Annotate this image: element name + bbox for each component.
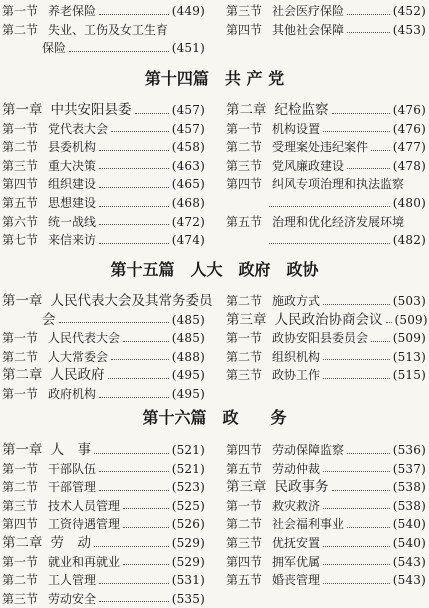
toc-chapter-entry (226, 478, 426, 496)
entry-title: 组织机构 (272, 349, 321, 364)
page-number: (453) (392, 22, 426, 37)
toc-section-entry (2, 348, 205, 366)
toc-section-entry (2, 175, 205, 193)
entry-number: 第三节 (226, 536, 263, 550)
entry-number: 第三节 (226, 158, 263, 173)
leader-dots (269, 206, 390, 207)
entry-number: 第三节 (226, 4, 263, 18)
entry-number: 第四节 (226, 443, 263, 457)
page-number: (449) (171, 4, 205, 18)
leader-dots (323, 564, 390, 565)
entry-title: 救灾救济 (272, 498, 321, 513)
entry-label (226, 311, 383, 329)
entry-number: 第五节 (226, 461, 263, 476)
entry-label (2, 497, 120, 515)
entry-number: 第二节 (226, 349, 263, 364)
entry-label (226, 292, 320, 310)
entry-number: 第七节 (2, 233, 39, 248)
entry-number: 第三章 (226, 311, 267, 328)
entry-number: 第二节 (2, 480, 39, 495)
toc-section-entry (2, 590, 205, 608)
toc-section-entry (2, 571, 205, 589)
entry-number: 第一节 (226, 331, 263, 346)
leader-dots (99, 490, 169, 491)
entry-number: 第一节 (226, 498, 263, 513)
toc-section-entry (226, 348, 426, 366)
entry-title: 政府机构 (48, 387, 97, 401)
entry-number: 第二章 (2, 367, 43, 384)
entry-number: 第五节 (226, 214, 263, 229)
entry-number: 第一节 (2, 4, 39, 18)
leader-dots (99, 187, 169, 188)
page-number: (540) (392, 517, 426, 532)
entry-title: 来信来访 (48, 233, 97, 248)
entry-title: 党代表大会 (48, 121, 109, 136)
toc-section-entry (2, 213, 205, 231)
entry-title: 劳 动 (50, 535, 91, 551)
entry-label (2, 138, 96, 156)
leader-dots (99, 471, 169, 472)
toc-chapter-entry (226, 311, 426, 329)
leader-dots (347, 453, 390, 454)
page-number: (543) (392, 554, 426, 569)
page-number: (485) (171, 312, 205, 327)
toc-chapter-entry (2, 534, 205, 552)
entry-number: 第一章 (2, 102, 43, 118)
page-number: (503) (392, 294, 426, 308)
entry-title: 婚丧管理 (272, 573, 321, 588)
entry-label (2, 329, 120, 347)
entry-number: 第二节 (2, 349, 39, 364)
entry-title: 施政方式 (272, 294, 321, 308)
toc-section-entry (226, 366, 426, 384)
entry-label (226, 120, 320, 138)
page-number: (521) (171, 461, 205, 476)
entry-number: 第二节 (226, 517, 263, 532)
page-number: (515) (392, 368, 426, 383)
toc-section-entry (2, 553, 205, 571)
page-number: (543) (392, 573, 426, 588)
toc-chapter-entry (226, 101, 426, 119)
toc-section-entry (226, 213, 426, 231)
toc-section-entry (2, 231, 205, 249)
entry-number: 第四节 (226, 22, 263, 37)
entry-number: 第二节 (226, 140, 263, 155)
entry-title: 治理和优化经济发展环境 (272, 214, 405, 229)
leader-dots (323, 508, 390, 509)
leader-dots (323, 359, 390, 360)
entry-label (226, 157, 344, 175)
leader-dots (59, 322, 169, 323)
leader-dots (99, 583, 169, 584)
leader-dots (123, 564, 169, 565)
leader-dots (111, 359, 169, 360)
page-number: (525) (171, 498, 205, 513)
entry-number: 第四节 (226, 177, 263, 192)
toc-section-entry (226, 292, 426, 310)
entry-title: 养老保险 (48, 4, 97, 18)
entry-number: 第六节 (2, 214, 39, 229)
page-number: (468) (171, 196, 205, 210)
toc-section-entry (2, 39, 205, 57)
entry-label (226, 441, 344, 459)
toc-section-entry (226, 2, 426, 20)
entry-title: 人民代表大会及其常务委员 (50, 293, 213, 309)
page-number: (513) (392, 349, 426, 364)
leader-dots (99, 243, 169, 244)
part-heading: 第十五篇 人大 政府 政协 (110, 260, 319, 279)
page-number: (509) (392, 331, 426, 346)
page-number: (457) (171, 103, 205, 117)
entry-label (226, 231, 266, 249)
leader-dots (94, 453, 169, 454)
entry-title: 劳动仲裁 (272, 461, 321, 476)
toc-chapter-entry (2, 292, 213, 310)
page-number: (536) (392, 443, 426, 457)
leader-dots (323, 131, 390, 132)
entry-number: 第三节 (2, 498, 39, 513)
toc-section-entry (226, 21, 426, 39)
entry-title: 政协安阳县委员会 (272, 331, 369, 346)
leader-dots (99, 206, 169, 207)
part-heading: 第十六篇 政 务 (142, 408, 287, 427)
entry-label (2, 366, 105, 384)
entry-title: 技术人员管理 (48, 498, 121, 513)
toc-section-entry (226, 441, 426, 459)
entry-title: 人 事 (50, 442, 91, 458)
toc-section-entry (226, 460, 426, 478)
page-number: (458) (171, 140, 205, 155)
leader-dots (347, 168, 390, 169)
entry-label (2, 385, 96, 403)
page-number: (476) (392, 103, 426, 117)
entry-label (226, 366, 320, 384)
leader-dots (99, 14, 169, 15)
page-number: (529) (171, 554, 205, 569)
entry-label (2, 2, 96, 20)
page-number: (523) (171, 480, 205, 495)
page-number: (472) (171, 214, 205, 229)
page-number: (488) (171, 349, 205, 364)
entry-title: 劳动保障监察 (272, 443, 345, 457)
entry-number: 第二章 (2, 535, 43, 551)
leader-dots (123, 508, 169, 509)
toc-section-entry (2, 497, 205, 515)
entry-title: 政协工作 (272, 368, 321, 383)
entry-number: 第二章 (226, 102, 267, 118)
entry-title: 就业和再就业 (48, 554, 121, 569)
page-number: (451) (171, 41, 205, 56)
entry-number: 第二节 (226, 294, 263, 308)
toc-section-entry (2, 194, 205, 212)
toc-section-entry (2, 2, 205, 20)
entry-number: 第二节 (2, 140, 39, 155)
entry-title: 受理案处违纪案件 (272, 140, 369, 155)
entry-label (226, 534, 320, 552)
toc-section-entry (2, 478, 205, 496)
toc-section-entry (226, 515, 426, 533)
entry-title: 统一战线 (48, 214, 97, 229)
entry-label (226, 21, 344, 39)
leader-dots (99, 397, 169, 398)
entry-label (2, 534, 91, 552)
page-number: (457) (171, 121, 205, 136)
toc-section-entry (2, 21, 205, 39)
page-number: (529) (171, 536, 205, 550)
page-number: (531) (171, 573, 205, 588)
entry-label (2, 311, 56, 329)
toc-section-entry (2, 460, 205, 478)
page-number: (480) (392, 196, 426, 210)
leader-dots (123, 341, 169, 342)
entry-label (2, 231, 96, 249)
toc-chapter-entry (2, 101, 205, 119)
entry-number: 第一章 (2, 293, 43, 309)
toc-section-entry (226, 194, 426, 212)
toc-section-entry (2, 138, 205, 156)
entry-number: 第五节 (226, 573, 263, 588)
page-number: (526) (171, 517, 205, 532)
leader-dots (94, 546, 169, 547)
entry-number: 第一节 (2, 121, 39, 136)
toc-section-entry (226, 138, 426, 156)
toc-section-entry (226, 553, 426, 571)
leader-dots (99, 224, 169, 225)
page-number: (474) (171, 233, 205, 248)
entry-label (2, 213, 96, 231)
toc-section-entry (226, 329, 426, 347)
leader-dots (371, 341, 390, 342)
entry-label (226, 213, 404, 231)
page-number: (538) (392, 498, 426, 513)
toc-section-entry (226, 534, 426, 552)
leader-dots (108, 378, 169, 379)
entry-label (2, 441, 91, 459)
toc-chapter-entry (2, 311, 205, 329)
entry-number: 第一节 (2, 387, 39, 401)
entry-label (2, 348, 108, 366)
entry-label (226, 348, 320, 366)
entry-title: 组织建设 (48, 177, 97, 192)
entry-label (2, 21, 168, 39)
entry-label (226, 478, 329, 496)
entry-label (2, 39, 66, 57)
entry-title: 其他社会保障 (272, 22, 345, 37)
entry-title: 干部队伍 (48, 461, 97, 476)
leader-dots (347, 32, 390, 33)
entry-title: 民政事务 (274, 479, 329, 496)
entry-title: 社会医疗保险 (272, 4, 345, 18)
entry-label (2, 478, 96, 496)
page-number: (482) (392, 233, 426, 248)
leader-dots (323, 583, 390, 584)
entry-number: 第三节 (226, 368, 263, 383)
entry-title: 人大常委会 (48, 349, 109, 364)
entry-number: 第一节 (2, 461, 39, 476)
entry-number: 第四节 (226, 554, 263, 569)
entry-label (2, 194, 96, 212)
entry-number: 第四节 (2, 517, 39, 532)
leader-dots (99, 601, 169, 602)
page-number: (535) (171, 591, 205, 606)
part-heading: 第十四篇 共 产 党 (144, 69, 285, 88)
page-number: (465) (171, 177, 205, 192)
entry-label (2, 157, 96, 175)
entry-title: 优抚安置 (272, 536, 321, 550)
leader-dots (99, 168, 169, 169)
entry-number: 第一节 (2, 554, 39, 569)
entry-label (226, 2, 344, 20)
leader-dots (111, 131, 169, 132)
leader-dots (99, 150, 169, 151)
entry-label (2, 101, 132, 119)
entry-label (2, 553, 120, 571)
leader-dots (123, 527, 169, 528)
page-number: (477) (392, 140, 426, 155)
entry-label (2, 515, 120, 533)
toc-section-entry (226, 157, 426, 175)
page-number: (463) (171, 158, 205, 173)
entry-title: 纠风专项治理和执法监察 (272, 177, 405, 192)
entry-label (2, 590, 96, 608)
entry-number: 第三节 (2, 158, 39, 173)
entry-title: 思想建设 (48, 196, 97, 210)
leader-dots (323, 304, 390, 305)
toc-chapter-entry (2, 366, 205, 384)
leader-dots (332, 113, 390, 114)
entry-title: 县委机构 (48, 140, 97, 155)
page-number: (521) (171, 443, 205, 457)
page-number: (538) (392, 480, 426, 495)
leader-dots (323, 546, 390, 547)
entry-number: 第三节 (2, 591, 39, 606)
leader-dots (371, 150, 390, 151)
entry-number: 第一章 (2, 442, 43, 458)
toc-section-entry (2, 157, 205, 175)
entry-label (226, 553, 320, 571)
entry-label (226, 497, 320, 515)
entry-label (2, 175, 96, 193)
toc-section-entry (2, 120, 205, 138)
page-number: (476) (392, 121, 426, 136)
leader-dots (135, 113, 169, 114)
entry-number: 第五节 (2, 196, 39, 210)
leader-dots (332, 490, 390, 491)
toc-section-entry (2, 515, 205, 533)
entry-title: 机构设置 (272, 121, 321, 136)
entry-title: 会 (42, 311, 56, 328)
entry-number: 第四节 (2, 177, 39, 192)
toc-section-entry (2, 385, 205, 403)
entry-title: 党风廉政建设 (272, 158, 345, 173)
entry-title: 拥军优属 (272, 554, 321, 569)
entry-number: 第三章 (226, 479, 267, 496)
entry-title: 重大决策 (48, 158, 97, 173)
toc-section-entry (226, 175, 426, 193)
entry-label (2, 120, 108, 138)
toc-chapter-entry (2, 441, 205, 459)
entry-label (226, 138, 368, 156)
leader-dots (386, 322, 392, 323)
page-number: (540) (392, 536, 426, 550)
entry-number: 第一节 (2, 331, 39, 346)
entry-title: 中共安阳县委 (50, 102, 132, 118)
entry-label (226, 194, 266, 212)
page-number: (452) (392, 4, 426, 18)
entry-label (226, 515, 344, 533)
entry-title: 社会福利事业 (272, 517, 345, 532)
entry-label (2, 460, 96, 478)
entry-number: 第一节 (226, 121, 263, 136)
entry-title: 保险 (42, 41, 67, 56)
entry-label (226, 329, 368, 347)
entry-title: 人民代表大会 (48, 331, 121, 346)
leader-dots (323, 471, 390, 472)
entry-title: 干部管理 (48, 480, 97, 495)
entry-title: 人民政治协商会议 (274, 311, 383, 328)
toc-section-entry (226, 497, 426, 515)
leader-dots (347, 527, 390, 528)
entry-label (226, 460, 320, 478)
entry-label (226, 175, 404, 193)
entry-title: 工资待遇管理 (48, 517, 121, 532)
entry-title: 纪检监察 (274, 102, 329, 118)
page-number: (478) (392, 158, 426, 173)
entry-title: 失业、工伤及女工生育 (48, 22, 169, 37)
page-number: (495) (171, 387, 205, 401)
toc-section-entry (2, 329, 205, 347)
leader-dots (69, 51, 169, 52)
page-number: (485) (171, 331, 205, 346)
entry-label (2, 292, 213, 310)
entry-label (2, 571, 96, 589)
toc-section-entry (226, 120, 426, 138)
leader-dots (323, 378, 390, 379)
leader-dots (347, 14, 390, 15)
page-number: (509) (394, 312, 428, 327)
toc-section-entry (226, 231, 426, 249)
page-number: (495) (171, 368, 205, 383)
entry-title: 劳动安全 (48, 591, 97, 606)
entry-number: 第二节 (2, 22, 39, 37)
entry-label (226, 101, 329, 119)
toc-section-entry (226, 571, 426, 589)
entry-label (226, 571, 320, 589)
entry-title: 工人管理 (48, 573, 97, 588)
entry-title: 人民政府 (50, 367, 105, 384)
entry-number: 第二节 (2, 573, 39, 588)
leader-dots (269, 243, 390, 244)
page-number: (537) (392, 461, 426, 476)
